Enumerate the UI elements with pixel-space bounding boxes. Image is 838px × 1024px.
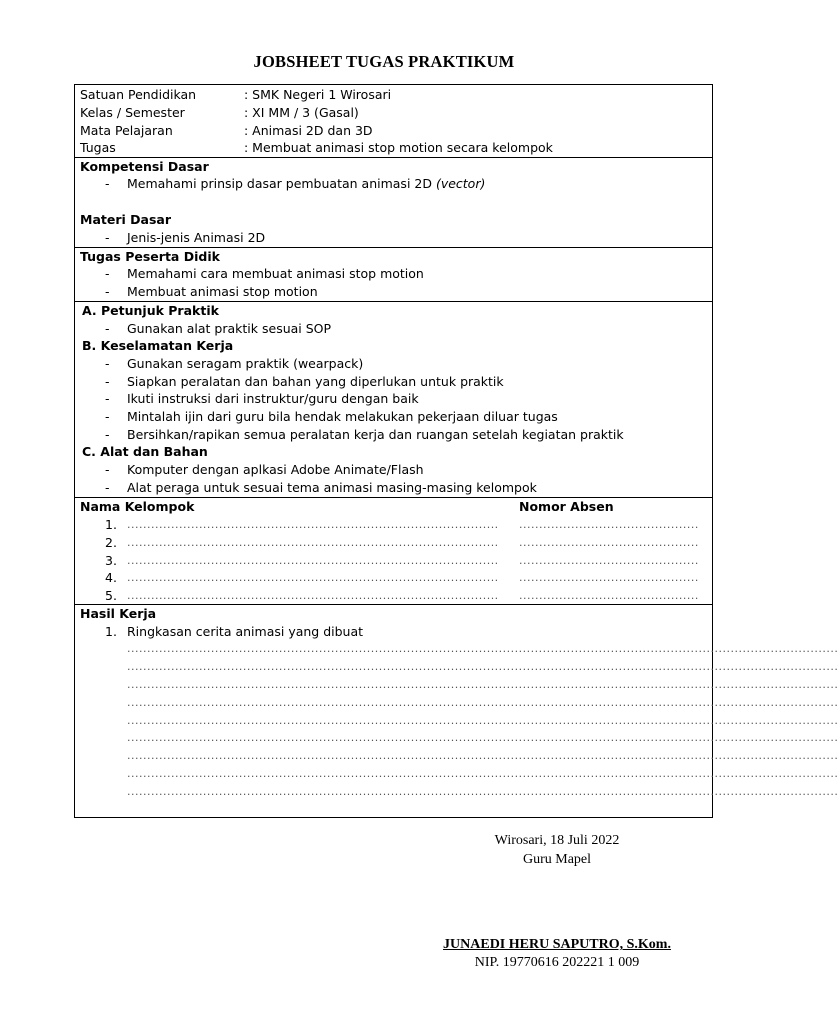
hasil-item: Ringkasan cerita animasi yang dibuat [127, 624, 364, 639]
kelompok-section [75, 497, 712, 605]
tugas-item: Memahami cara membuat animasi stop motion [127, 266, 424, 281]
answer-line[interactable]: .................................................................................................................................................................................. [127, 749, 838, 762]
petunjuk-section [75, 301, 712, 498]
member-number: 4. [105, 570, 117, 585]
answer-line[interactable]: .................................................................................................................................................................................. [127, 660, 838, 673]
kompetensi-section [75, 157, 712, 248]
member-name-line[interactable]: ............................................................................................. [127, 554, 499, 567]
bullet-dash: - [105, 480, 110, 495]
kompetensi-item: Memahami prinsip dasar pembuatan animasi 2D [127, 176, 436, 191]
signature-role: Guru Mapel [522, 852, 592, 867]
answer-line[interactable]: .................................................................................................................................................................................. [127, 731, 838, 744]
identity-label: Kelas / Semester [80, 105, 185, 120]
nama-kelompok-heading: Nama Kelompok [80, 499, 195, 514]
tugas-heading: Tugas Peserta Didik [80, 249, 220, 264]
signature-name: JUNAEDI HERU SAPUTRO, S.Kom. [443, 937, 671, 952]
bullet-dash: - [105, 230, 110, 245]
hasil-heading: Hasil Kerja [80, 606, 157, 621]
bullet-dash: - [105, 176, 110, 191]
keselamatan-item: Ikuti instruksi dari instruktur/guru dengan baik [127, 391, 419, 406]
alat-item: Alat peraga untuk sesuai tema animasi masing-masing kelompok [127, 480, 537, 495]
keselamatan-item: Siapkan peralatan dan bahan yang diperlukan untuk praktik [127, 374, 504, 389]
member-absen-line[interactable]: ............................................. [519, 536, 699, 549]
petunjuk-item: Gunakan alat praktik sesuai SOP [127, 321, 332, 336]
answer-line[interactable]: .................................................................................................................................................................................. [127, 678, 838, 691]
bullet-dash: - [105, 391, 110, 406]
identity-label: Satuan Pendidikan [80, 87, 197, 102]
tugas-peserta-section [75, 247, 712, 302]
bullet-dash: - [105, 284, 110, 299]
answer-line[interactable]: .................................................................................................................................................................................. [127, 696, 838, 709]
answer-line[interactable]: .................................................................................................................................................................................. [127, 785, 838, 798]
member-name-line[interactable]: ............................................................................................. [127, 589, 499, 602]
jobsheet-table [74, 84, 838, 818]
materi-heading: Materi Dasar [80, 212, 171, 227]
identity-section [75, 85, 712, 158]
keselamatan-heading: B. Keselamatan Kerja [82, 338, 234, 353]
member-number: 5. [105, 588, 117, 603]
tugas-item: Membuat animasi stop motion [127, 284, 318, 299]
identity-value: : XI MM / 3 (Gasal) [244, 105, 359, 120]
hasil-number: 1. [105, 624, 117, 639]
petunjuk-heading: A. Petunjuk Praktik [82, 303, 219, 318]
kompetensi-heading: Kompetensi Dasar [80, 159, 209, 174]
member-number: 2. [105, 535, 117, 550]
identity-value: : Animasi 2D dan 3D [244, 123, 373, 138]
member-name-line[interactable]: ............................................................................................. [127, 518, 499, 531]
identity-value: : SMK Negeri 1 Wirosari [244, 87, 392, 102]
keselamatan-item: Gunakan seragam praktik (wearpack) [127, 356, 364, 371]
answer-line[interactable]: .................................................................................................................................................................................. [127, 642, 838, 655]
member-absen-line[interactable]: ............................................. [519, 571, 699, 584]
identity-value: : Membuat animasi stop motion secara kelompok [244, 140, 553, 155]
materi-item: Jenis-jenis Animasi 2D [127, 230, 266, 245]
member-row [75, 552, 711, 569]
member-number: 1. [105, 517, 117, 532]
identity-label: Mata Pelajaran [80, 123, 173, 138]
bullet-dash: - [105, 427, 110, 442]
bullet-dash: - [105, 409, 110, 424]
alat-heading: C. Alat dan Bahan [82, 444, 208, 459]
keselamatan-item: Mintalah ijin dari guru bila hendak melakukan pekerjaan diluar tugas [127, 409, 558, 424]
alat-item: Komputer dengan aplkasi Adobe Animate/Flash [127, 462, 424, 477]
signature-nip: NIP. 19770616 202221 1 009 [474, 955, 640, 970]
member-number: 3. [105, 553, 117, 568]
bullet-dash: - [105, 462, 110, 477]
bullet-dash: - [105, 321, 110, 336]
member-row [75, 516, 711, 533]
hasil-section [75, 604, 838, 817]
nomor-absen-heading: Nomor Absen [519, 499, 614, 514]
identity-label: Tugas [80, 140, 116, 155]
bullet-dash: - [105, 266, 110, 281]
kompetensi-item-italic: (vector) [435, 176, 486, 191]
member-absen-line[interactable]: ............................................. [519, 554, 699, 567]
signature-place-date: Wirosari, 18 Juli 2022 [494, 833, 620, 848]
member-absen-line[interactable]: ............................................. [519, 518, 699, 531]
member-name-line[interactable]: ............................................................................................. [127, 571, 499, 584]
bullet-dash: - [105, 374, 110, 389]
answer-line[interactable]: .................................................................................................................................................................................. [127, 714, 838, 727]
answer-line[interactable]: .................................................................................................................................................................................. [127, 767, 838, 780]
page-title: JOBSHEET TUGAS PRAKTIKUM [253, 52, 515, 71]
member-row [75, 587, 711, 604]
member-row [75, 534, 711, 551]
member-row [75, 569, 711, 586]
member-absen-line[interactable]: ............................................. [519, 589, 699, 602]
keselamatan-item: Bersihkan/rapikan semua peralatan kerja dan ruangan setelah kegiatan praktik [127, 427, 624, 442]
member-name-line[interactable]: ............................................................................................. [127, 536, 499, 549]
bullet-dash: - [105, 356, 110, 371]
